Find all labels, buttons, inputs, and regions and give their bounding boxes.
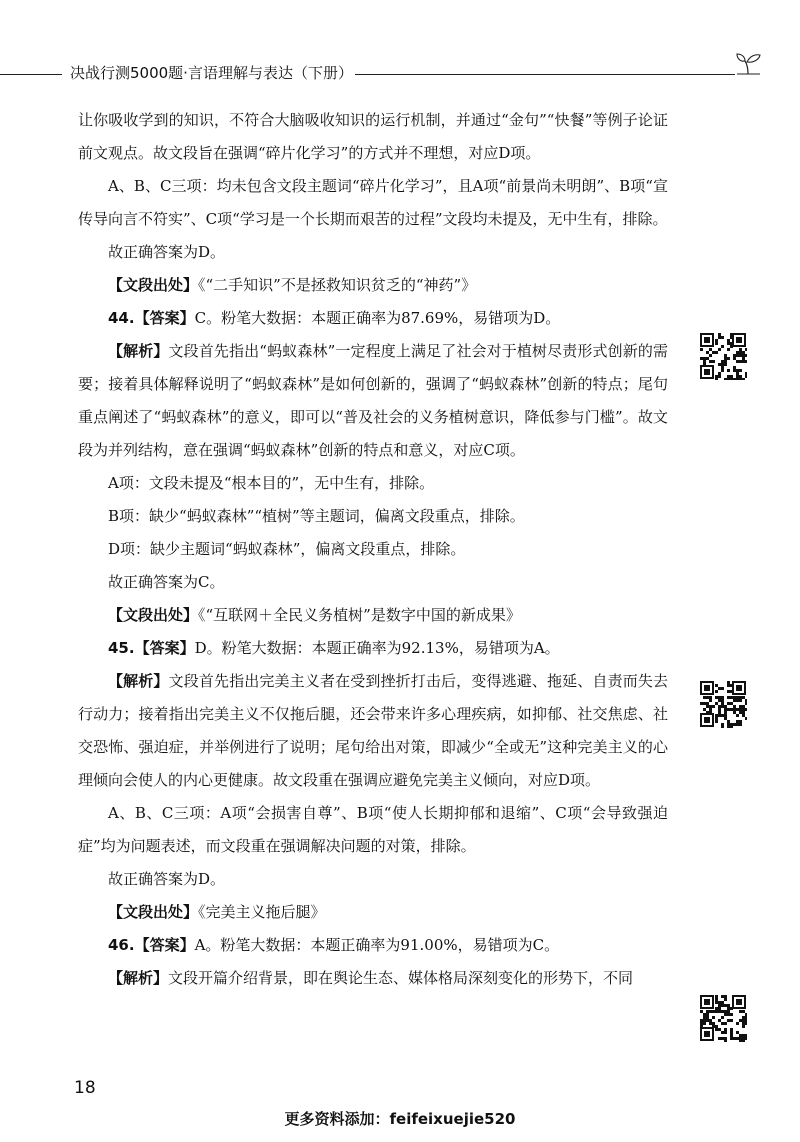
footer-note: 更多资料添加：feifeixuejie520 (284, 1110, 516, 1128)
answer-line (78, 302, 668, 335)
answer-conclusion: 故正确答案为C。 (108, 573, 225, 591)
answer-text: A。粉笔大数据：本题正确率为91.00%，易错项为C。 (194, 936, 560, 954)
source-title: 《完美主义拖后腿》 (198, 903, 326, 921)
option-note: B项：缺少“蚂蚁森林”“植树”等主题词，偏离文段重点，排除。 (108, 507, 525, 525)
source-line (78, 599, 668, 632)
qr-code-icon[interactable] (699, 332, 747, 380)
option-note: A项：文段未提及“根本目的”，无中生有，排除。 (108, 474, 435, 492)
analysis-tag: 【解析】 (108, 969, 169, 987)
analysis-tag: 【解析】 (108, 342, 169, 360)
answer-tag: 【答案】 (134, 309, 195, 327)
analysis-paragraph (78, 335, 668, 467)
source-line (78, 269, 668, 302)
analysis-text: 文段开篇介绍背景，即在舆论生态、媒体格局深刻变化的形势下，不同 (168, 969, 634, 987)
qr-code-icon[interactable] (699, 680, 747, 728)
answer-tag: 【答案】 (134, 936, 195, 954)
paragraph: 让你吸收学到的知识，不符合大脑吸收知识的运行机制，并通过“金句”“快餐”等例子论证前文观点。故文段旨在强调“碎片化学习”的方式并不理想，对应D项。 (78, 111, 668, 162)
header-rule-left (0, 74, 62, 75)
header-title: 决战行测5000题·言语理解与表达（下册） (70, 64, 353, 82)
answer-conclusion: 故正确答案为D。 (108, 243, 226, 261)
question-number: 45. (108, 639, 135, 657)
analysis-paragraph (78, 962, 668, 995)
answer-line (78, 632, 668, 665)
analysis-text: 文段首先指出“蚂蚁森林”一定程度上满足了社会对于植树尽责形式创新的需要；接着具体解释说明了“蚂蚁森林”是如何创新的，强调了“蚂蚁森林”创新的特点；尾句重点阐述了“蚂蚁森林”的意义，即可以“普及社会的义务植树意识，降低参与门槛”。故文段为并列结构，意在强调“蚂蚁森林”创新的特点和意义，对应C项。 (78, 342, 668, 459)
page-number: 18 (74, 1078, 96, 1098)
source-tag: 【文段出处】 (108, 903, 199, 921)
analysis-paragraph (78, 665, 668, 797)
running-header (0, 60, 800, 90)
answer-text: C。粉笔大数据：本题正确率为87.69%，易错项为D。 (194, 309, 561, 327)
paragraph: A、B、C三项：均未包含文段主题词“碎片化学习”，且A项“前景尚未明朗”、B项“宣传导向言不符实”、C项“学习是一个长期而艰苦的过程”文段均未提及，无中生有，排除。 (78, 177, 668, 228)
qr-code-icon[interactable] (699, 994, 747, 1042)
analysis-text: 文段首先指出完美主义者在受到挫折打击后，变得逃避、拖延、自责而失去行动力；接着指出完美主义不仅拖后腿，还会带来许多心理疾病，如抑郁、社交焦虑、社交恐怖、强迫症，并举例进行了说明；尾句给出对策，即减少“全或无”这种完美主义的心理倾向会使人的内心更健康。故文段重在强调应避免完美主义倾向，对应D项。 (78, 672, 668, 789)
source-title: 《“互联网＋全民义务植树”是数字中国的新成果》 (198, 606, 521, 624)
answer-text: D。粉笔大数据：本题正确率为92.13%，易错项为A。 (194, 639, 560, 657)
sprout-icon (734, 48, 762, 78)
answer-tag: 【答案】 (134, 639, 195, 657)
source-title: 《“二手知识”不是拯救知识贫乏的“神药”》 (198, 276, 477, 294)
paragraph: A、B、C三项：A项“会损害自尊”、B项“使人长期抑郁和退缩”、C项“会导致强迫症”均为问题表述，而文段重在强调解决问题的对策，排除。 (78, 804, 668, 855)
header-rule-right (355, 74, 735, 75)
source-line (78, 896, 668, 929)
answer-conclusion: 故正确答案为D。 (108, 870, 226, 888)
answer-explanations (78, 104, 668, 995)
source-tag: 【文段出处】 (108, 276, 199, 294)
analysis-tag: 【解析】 (108, 672, 169, 690)
answer-line (78, 929, 668, 962)
source-tag: 【文段出处】 (108, 606, 199, 624)
question-number: 46. (108, 936, 135, 954)
question-number: 44. (108, 309, 135, 327)
option-note: D项：缺少主题词“蚂蚁森林”，偏离文段重点，排除。 (108, 540, 466, 558)
